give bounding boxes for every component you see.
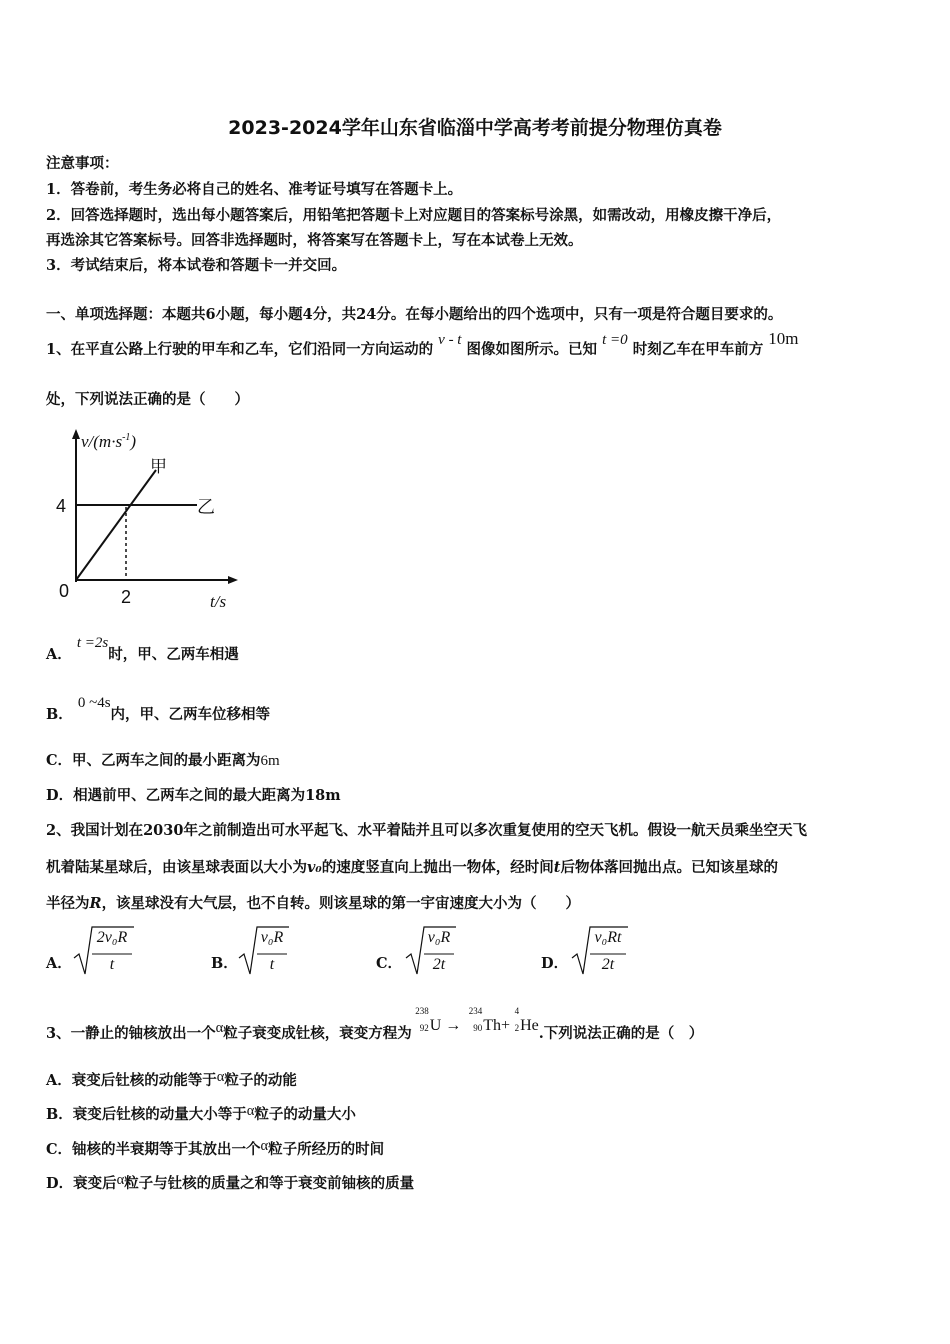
q1-vt: v - t xyxy=(438,332,462,348)
q1-option-c xyxy=(46,749,280,770)
q1-option-b xyxy=(46,695,271,724)
u-number: 92 xyxy=(419,1023,429,1034)
q2-option-a-label: A． xyxy=(46,955,72,972)
q1-option-a-math: t =2s xyxy=(76,635,109,651)
y-axis-arrow xyxy=(72,429,80,439)
decay-equation xyxy=(412,1006,539,1034)
alpha-symbol: α xyxy=(116,1172,125,1188)
q2-line2a: 机着陆某星球后，由该星球表面以大小为 xyxy=(46,859,307,876)
tick-x-2: 2 xyxy=(121,587,132,607)
q2-line3a: 半径为 xyxy=(46,895,90,912)
notice-item-1: 1．答卷前，考生务必将自己的姓名、准考证号填写在答题卡上。 xyxy=(46,181,463,198)
q1-stem-c: 时刻乙车在甲车前方 xyxy=(632,341,764,358)
q3-option-a-text: A．衰变后钍核的动能等于 xyxy=(46,1072,217,1089)
he-mass: 4 xyxy=(514,1006,520,1017)
q1-option-a-label: A． xyxy=(46,646,72,663)
he-number: 2 xyxy=(514,1023,520,1034)
arrow: → xyxy=(445,1017,462,1034)
q1-option-b-text: 内，甲、乙两车位移相等 xyxy=(110,706,271,723)
he-symbol: He xyxy=(520,1017,539,1034)
q2-option-d-numerator: v₀Rt xyxy=(594,929,622,946)
label-yi: 乙 xyxy=(197,497,215,518)
q3-option-a-text2: 粒子的动能 xyxy=(224,1072,297,1089)
notice-item-3: 3．考试结束后，将本试卷和答题卡一并交回。 xyxy=(46,257,347,274)
q3-option-b-text: B．衰变后钍核的动量大小等于 xyxy=(46,1106,247,1123)
q2-line2 xyxy=(46,856,778,877)
q2-line2c: 后物体落回抛出点。已知该星球的 xyxy=(560,859,778,876)
notice-item-2a: 2．回答选择题时，选出每小题答案后，用铅笔把答题卡上对应题目的答案标号涂黑，如需改动，用橡皮擦干净后， xyxy=(46,207,782,224)
q2-R: R xyxy=(89,895,102,912)
q3-option-c-text: C．铀核的半衰期等于其放出一个 xyxy=(46,1141,261,1158)
q2-line3 xyxy=(46,892,580,913)
q3-option-d-text2: 粒子与钍核的质量之和等于衰变前铀核的质量 xyxy=(124,1175,415,1192)
q2-option-a-denominator: t xyxy=(109,956,115,973)
q1-dist: 10m xyxy=(768,329,799,348)
alpha-symbol: α xyxy=(246,1103,255,1119)
tick-origin: 0 xyxy=(59,581,70,601)
th-symbol: Th+ xyxy=(483,1017,511,1034)
q1-stem-d: 处，下列说法正确的是（ ） xyxy=(46,391,249,408)
vt-graph xyxy=(50,425,250,615)
notice-heading: 注意事项： xyxy=(46,155,119,172)
q1-option-b-math: 0 ~4s xyxy=(77,695,111,711)
q2-option-c-label: C． xyxy=(376,955,403,972)
u-symbol: U xyxy=(429,1017,442,1034)
q2-line2b: 的速度竖直向上抛出一物体，经时间 xyxy=(321,859,554,876)
q1-option-d: D．相遇前甲、乙两车之间的最大距离为18m xyxy=(46,787,341,804)
q2-option-c-denominator: 2t xyxy=(432,956,446,973)
x-axis-arrow xyxy=(228,576,238,584)
q2-option-a-numerator: 2v₀R xyxy=(96,929,128,946)
q3-option-c xyxy=(46,1138,384,1159)
q3-stem-c: .下列说法正确的是（ ） xyxy=(538,1025,704,1042)
q2-option-b-label: B． xyxy=(211,955,238,972)
q1-stem-b: 图像如图所示。已知 xyxy=(466,341,598,358)
q3-stem-a: 3、一静止的铀核放出一个 xyxy=(46,1025,216,1042)
notice-item-2b: 再选涂其它答案标号。回答非选择题时，将答案写在答题卡上，写在本试卷上无效。 xyxy=(46,232,583,249)
q3-option-d-text: D．衰变后 xyxy=(46,1175,117,1192)
q2-t: t xyxy=(553,859,561,876)
q1-option-b-label: B． xyxy=(46,706,73,723)
q1-stem-line1 xyxy=(46,329,799,359)
alpha-symbol: α xyxy=(216,1069,225,1085)
q2-line3b: ，该星球没有大气层，也不自转。则该星球的第一宇宙速度大小为（ ） xyxy=(101,895,581,912)
q3-option-a xyxy=(46,1069,297,1090)
q3-stem xyxy=(46,1006,704,1046)
q1-option-a xyxy=(46,635,239,664)
th-mass: 234 xyxy=(468,1006,483,1017)
q3-option-b xyxy=(46,1103,356,1124)
page-title: 2023-2024学年山东省临淄中学高考考前提分物理仿真卷 xyxy=(228,117,722,139)
q2-option-d-denominator: 2t xyxy=(601,956,615,973)
q1-option-a-text: 时，甲、乙两车相遇 xyxy=(108,646,239,663)
q1-stem-a: 1、在平直公路上行驶的甲车和乙车，它们沿同一方向运动的 xyxy=(46,341,434,358)
q1-t0: t =0 xyxy=(602,332,628,348)
q3-option-c-text2: 粒子所经历的时间 xyxy=(268,1141,385,1158)
alpha-symbol: α xyxy=(215,1020,224,1036)
q2-line1: 2、我国计划在2030年之前制造出可水平起飞、水平着陆并且可以多次重复使用的空天飞机。假设一航天员乘坐空天飞 xyxy=(46,822,807,839)
q2-option-c-numerator: v₀R xyxy=(427,929,451,946)
y-axis-label: $v/(m\cdot s^{-1})$ xyxy=(81,432,137,451)
q2-option-b-numerator: v₀R xyxy=(260,929,284,946)
section-heading: 一、单项选择题：本题共6小题，每小题4分，共24分。在每小题给出的四个选项中，只有一项是符合题目要求的。 xyxy=(46,306,783,323)
q2-option-d-label: D． xyxy=(541,955,569,972)
q3-option-d xyxy=(46,1172,414,1193)
q2-option-b-denominator: t xyxy=(269,956,275,973)
q1-option-c-text: C．甲、乙两车之间的最小距离为 xyxy=(46,752,261,769)
line-jia xyxy=(76,470,156,580)
tick-y-4: 4 xyxy=(56,496,67,516)
q2-v0: v₀ xyxy=(307,859,322,876)
alpha-symbol: α xyxy=(260,1138,269,1154)
x-axis-label: t/s xyxy=(210,592,227,611)
q3-option-b-text2: 粒子的动量大小 xyxy=(254,1106,356,1123)
q1-option-c-math: 6m xyxy=(260,753,280,769)
th-number: 90 xyxy=(473,1023,483,1034)
label-jia: 甲 xyxy=(150,457,167,477)
q3-stem-b: 粒子衰变成钍核，衰变方程为 xyxy=(223,1025,412,1042)
u-mass: 238 xyxy=(415,1006,429,1017)
